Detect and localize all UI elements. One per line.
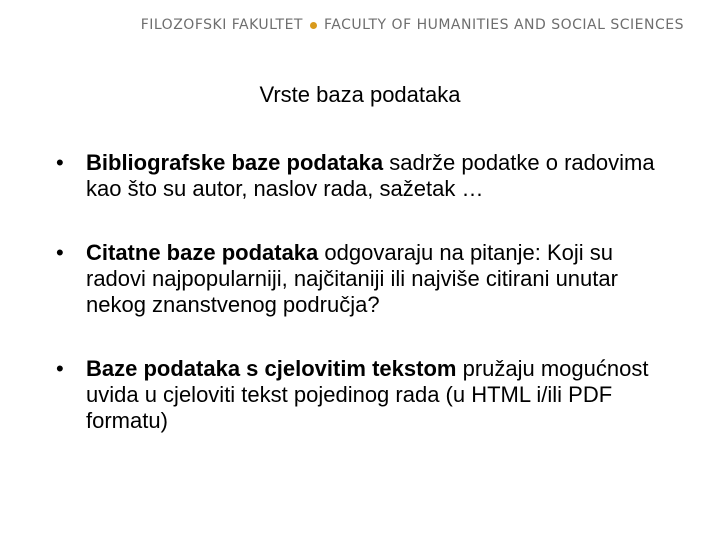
bullet-item-bibliographic: [56, 150, 676, 202]
faculty-name-english: FACULTY OF HUMANITIES AND SOCIAL SCIENCES: [324, 17, 684, 33]
bullet-term: Citatne baze podataka: [86, 240, 319, 265]
bullet-description: odgovaraju na pitanje: Koji su radovi najpopularniji, najčitaniji ili najviše citirani unutar nekog znanstvenog područja?: [86, 240, 618, 317]
faculty-name-croatian: FILOZOFSKI FAKULTET: [140, 17, 303, 33]
bullet-icon: •: [56, 356, 64, 381]
bullet-item-fulltext: [56, 356, 676, 434]
slide-title-text: Vrste baza podataka: [259, 82, 461, 107]
bullet-list: [56, 150, 676, 472]
bullet-term: Bibliografske baze podataka: [86, 150, 384, 175]
bullet-description: pružaju mogućnost uvida u cjeloviti tekst pojedinog rada (u HTML i/ili PDF formatu): [86, 356, 649, 433]
bullet-icon: •: [56, 150, 64, 175]
bullet-icon: •: [56, 240, 64, 265]
logo-dot-icon: [310, 22, 317, 29]
bullet-item-citation: [56, 240, 676, 318]
bullet-description: sadrže podatke o radovima kao što su autor, naslov rada, sažetak …: [86, 150, 655, 201]
slide-title: [0, 82, 720, 108]
faculty-logo: [141, 17, 684, 33]
bullet-term: Baze podataka s cjelovitim tekstom: [86, 356, 457, 381]
